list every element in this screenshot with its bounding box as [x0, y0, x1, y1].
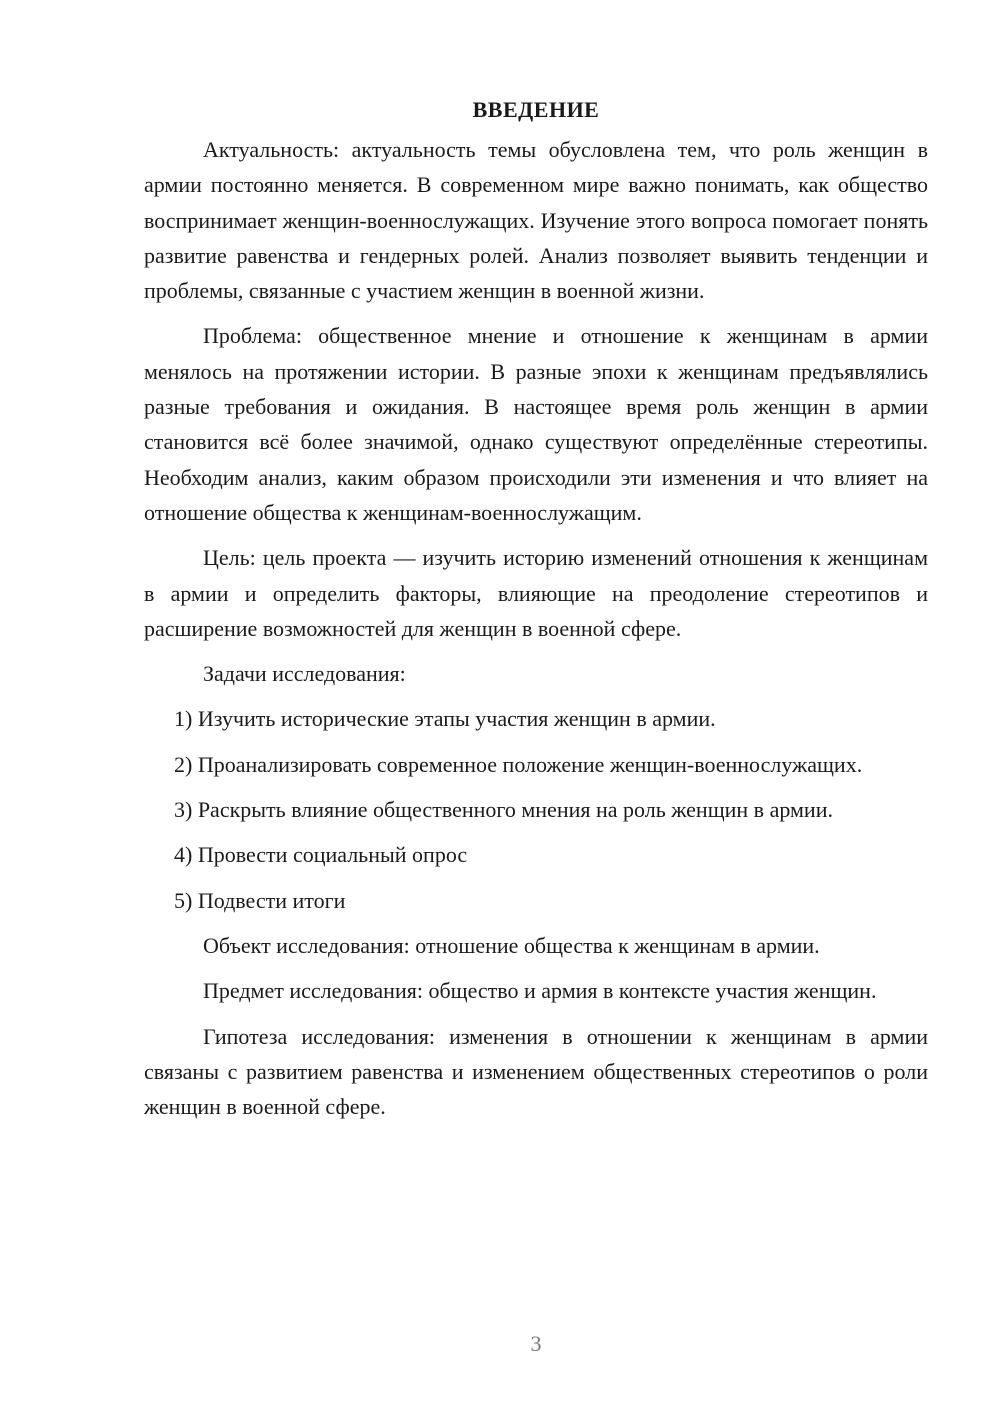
task-item-2: 2) Проанализировать современное положение женщин-военнослужащих. [174, 751, 863, 777]
tasks-heading: Задачи исследования: [203, 661, 406, 687]
page-number: 3 [530, 1331, 542, 1356]
task-item-4: 4) Провести социальный опрос [174, 842, 468, 868]
task-item-5: 5) Подвести итоги [174, 887, 346, 913]
paragraph-object: Объект исследования: отношение общества к женщинам в армии. [203, 932, 820, 958]
paragraph-hypothesis: Гипотеза исследования: изменения в отношении к женщинам в армии связаны с развитием равенства и изменением общественных стереотипов о роли женщин в военной сфере. [144, 1023, 928, 1120]
paragraph-goal: Цель: цель проекта — изучить историю изменений отношения к женщинам в армии и определить факторы, влияющие на преодоление стереотипов и расширение возможностей для женщин в военной сфере. [144, 545, 928, 641]
page-title: ВВЕДЕНИЕ [472, 97, 600, 122]
document-page [144, 92, 928, 1134]
paragraph-subject: Предмет исследования: общество и армия в контексте участия женщин. [203, 978, 877, 1004]
task-item-1: 1) Изучить исторические этапы участия женщин в армии. [174, 706, 716, 732]
task-item-3: 3) Раскрыть влияние общественного мнения на роль женщин в армии. [174, 797, 833, 823]
paragraph-problem: Проблема: общественное мнение и отношение к женщинам в армии менялось на протяжении истории. В разные эпохи к женщинам предъявлялись разные требования и ожидания. В настоящее время роль женщин в армии становится всё более значимой, однако существуют определённые стереотипы. Необходим анализ, каким образом происходили эти изменения и что влияет на отношение общества к женщинам-военнослужащим. [144, 323, 928, 525]
paragraph-relevance: Актуальность: актуальность темы обусловлена тем, что роль женщин в армии постоянно меняется. В современном мире важно понимать, как общество воспринимает женщин-военнослужащих. Изучение этого вопроса помогает понять развитие равенства и гендерных ролей. Анализ позволяет выявить тенденции и проблемы, связанные с участием женщин в военной жизни. [144, 137, 928, 304]
